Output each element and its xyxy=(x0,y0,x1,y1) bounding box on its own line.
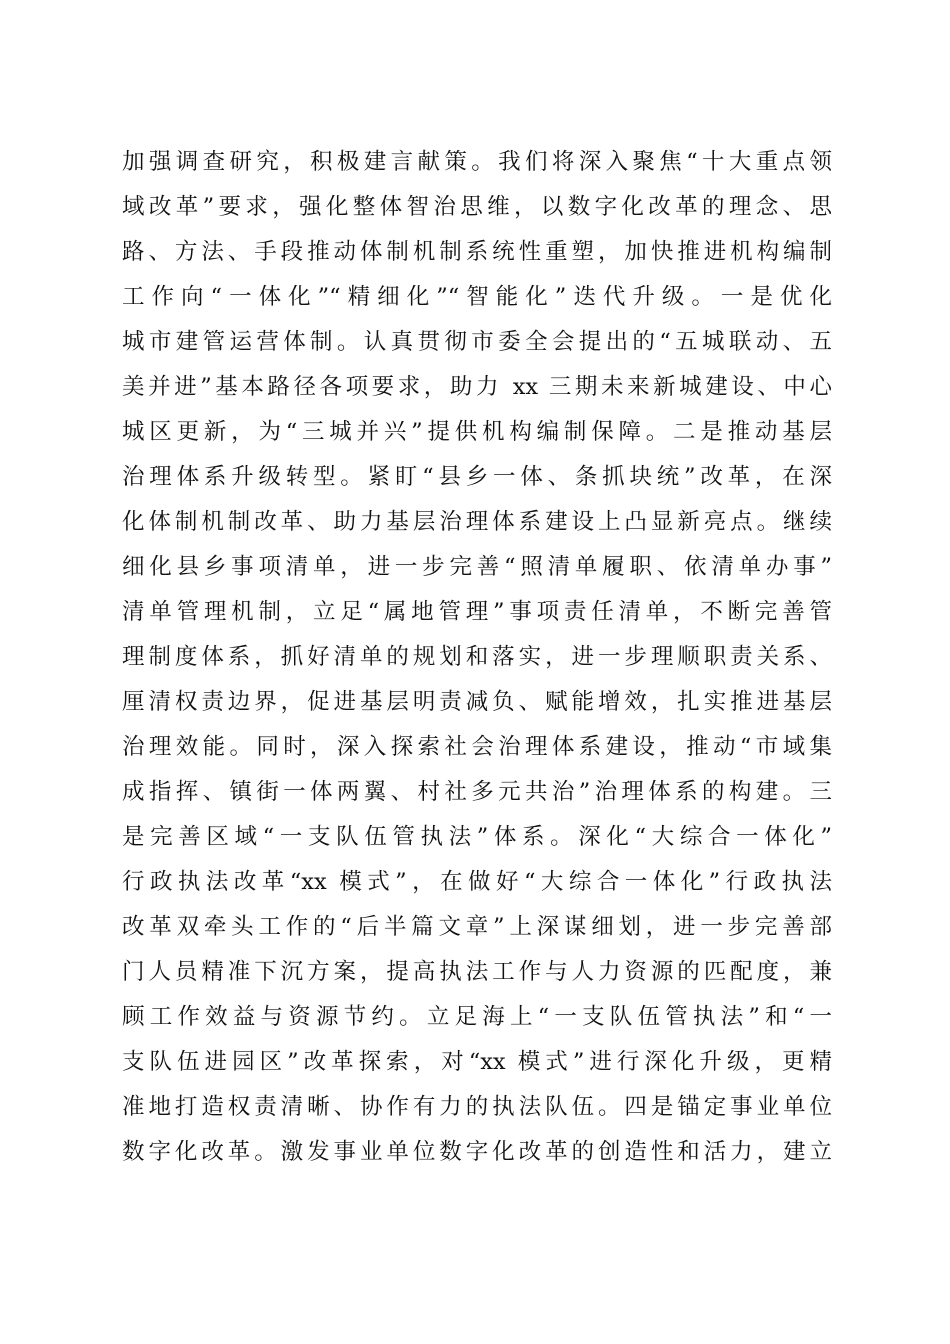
paragraph-line: 路、方法、手段推动体制机制系统性重塑，加快推进机构编制 xyxy=(122,239,832,265)
paragraph-line: 数字化改革。激发事业单位数字化改革的创造性和活力，建立 xyxy=(122,1139,832,1165)
paragraph-line: 门人员精准下沉方案，提高执法工作与人力资源的匹配度，兼 xyxy=(122,959,832,985)
paragraph-line: 是完善区域“一支队伍管执法”体系。深化“大综合一体化” xyxy=(122,824,832,850)
paragraph-line: 化体制机制改革、助力基层治理体系建设上凸显新亮点。继续 xyxy=(122,509,832,535)
paragraph-line: 准地打造权责清晰、协作有力的执法队伍。四是锚定事业单位 xyxy=(122,1094,832,1120)
paragraph-line: 治理体系升级转型。紧盯“县乡一体、条抓块统”改革，在深 xyxy=(122,464,832,490)
paragraph-line: 顾工作效益与资源节约。立足海上“一支队伍管执法”和“一 xyxy=(122,1004,832,1030)
paragraph-line: 治理效能。同时，深入探索社会治理体系建设，推动“市域集 xyxy=(122,734,832,760)
paragraph-line: 加强调查研究，积极建言献策。我们将深入聚焦“十大重点领 xyxy=(122,149,832,175)
body-paragraph xyxy=(122,140,832,1175)
paragraph-line: 城区更新，为“三城并兴”提供机构编制保障。二是推动基层 xyxy=(122,419,832,445)
paragraph-line: 成指挥、镇街一体两翼、村社多元共治”治理体系的构建。三 xyxy=(122,779,832,805)
paragraph-line: 域改革”要求，强化整体智治思维，以数字化改革的理念、思 xyxy=(122,194,832,220)
paragraph-line: 美并进”基本路径各项要求，助力 xx 三期未来新城建设、中心 xyxy=(122,374,832,400)
paragraph-line: 理制度体系，抓好清单的规划和落实，进一步理顺职责关系、 xyxy=(122,644,832,670)
paragraph-line: 清单管理机制，立足“属地管理”事项责任清单，不断完善管 xyxy=(122,599,832,625)
paragraph-line: 细化县乡事项清单，进一步完善“照清单履职、依清单办事” xyxy=(122,554,832,580)
paragraph-line: 厘清权责边界，促进基层明责减负、赋能增效，扎实推进基层 xyxy=(122,689,832,715)
paragraph-line: 支队伍进园区”改革探索，对“xx 模式”进行深化升级，更精 xyxy=(122,1049,832,1075)
paragraph-line: 工作向“一体化”“精细化”“智能化”迭代升级。一是优化 xyxy=(122,284,832,310)
paragraph-line: 城市建管运营体制。认真贯彻市委全会提出的“五城联动、五 xyxy=(122,329,832,355)
paragraph-line: 行政执法改革“xx 模式”，在做好“大综合一体化”行政执法 xyxy=(122,869,832,895)
paragraph-line: 改革双牵头工作的“后半篇文章”上深谋细划，进一步完善部 xyxy=(122,914,832,940)
